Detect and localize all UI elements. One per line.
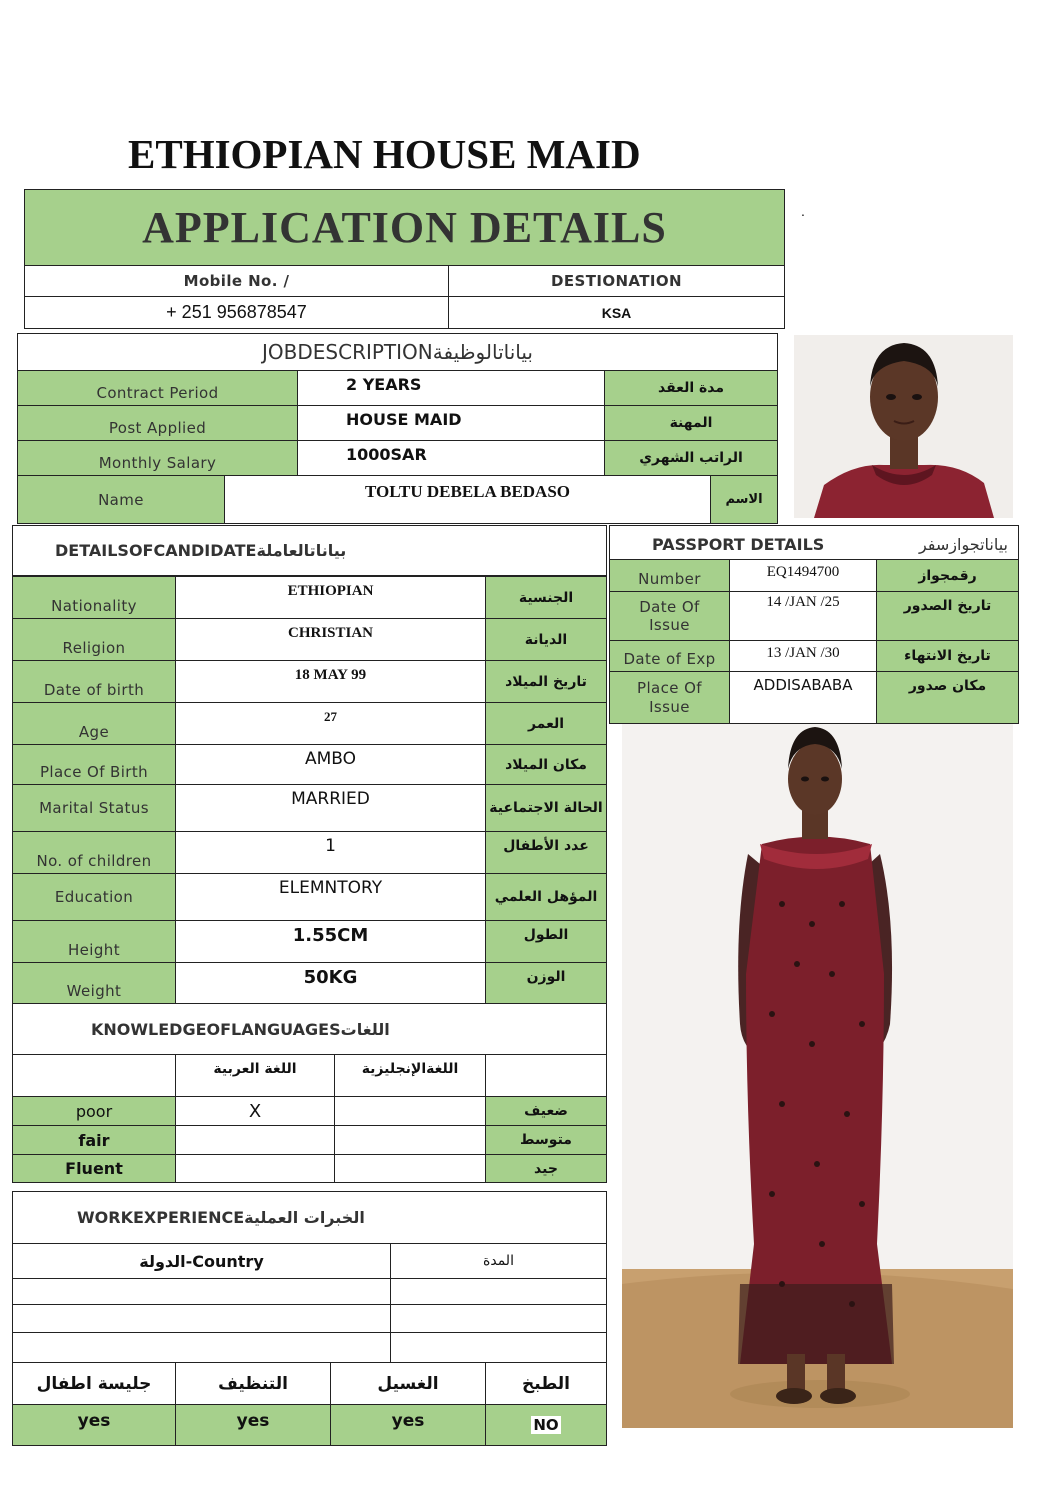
passport-value: 14 /JAN /25 bbox=[729, 591, 877, 641]
skill-value: yes bbox=[175, 1404, 331, 1446]
passport-header bbox=[609, 525, 1019, 560]
passport-label-arabic: تاريخ الانتهاء bbox=[876, 640, 1019, 672]
candidate-label: Age bbox=[12, 702, 176, 745]
candidate-label: Height bbox=[12, 920, 176, 963]
job-value: 1000SAR bbox=[297, 440, 605, 476]
job-label-arabic: المهنة bbox=[604, 405, 778, 441]
language-arabic-mark bbox=[175, 1154, 335, 1183]
candidate-label: Date of birth bbox=[12, 660, 176, 703]
passport-header-arabic: بياناتجوازسفر bbox=[918, 535, 1008, 554]
language-arabic-col: اللغة العربية bbox=[175, 1054, 335, 1097]
name-label-arabic: الاسم bbox=[710, 475, 778, 524]
candidate-label-arabic: عدد الأطفال bbox=[485, 831, 607, 874]
skill-value: yes bbox=[12, 1404, 176, 1446]
candidate-label: Place Of Birth bbox=[12, 744, 176, 785]
job-value: 2 YEARS bbox=[297, 370, 605, 406]
candidate-label: No. of children bbox=[12, 831, 176, 874]
experience-country-cell bbox=[12, 1278, 391, 1305]
passport-label-arabic: رقمجواز bbox=[876, 559, 1019, 592]
candidate-label-arabic: تاريخ الميلاد bbox=[485, 660, 607, 703]
language-english-col: اللغةالإنجليزية bbox=[334, 1054, 486, 1097]
languages-header: KNOWLEDGEOFLANGUAGESاللغات bbox=[12, 1003, 607, 1055]
mobile-value: + 251 956878547 bbox=[24, 296, 449, 329]
skill-header: جليسة اطفال bbox=[12, 1362, 176, 1405]
destination-value: KSA bbox=[448, 296, 785, 329]
stray-dot: . bbox=[801, 203, 805, 219]
candidate-label-arabic: المؤهل العلمي bbox=[485, 873, 607, 921]
experience-period-cell bbox=[390, 1332, 607, 1363]
language-english-mark bbox=[334, 1125, 486, 1155]
passport-value: 13 /JAN /30 bbox=[729, 640, 877, 672]
candidate-value: CHRISTIAN bbox=[175, 618, 486, 661]
country-column-label: الدولة-Country bbox=[12, 1243, 391, 1279]
job-description-header: JOBDESCRIPTIONبياناتالوظيفة bbox=[17, 333, 778, 371]
candidate-label-arabic: الطول bbox=[485, 920, 607, 963]
job-label-arabic: الراتب الشهري bbox=[604, 440, 778, 476]
job-label: Monthly Salary bbox=[17, 440, 298, 476]
candidate-value: 18 MAY 99 bbox=[175, 660, 486, 703]
candidate-label-arabic: الحالة الاجتماعية bbox=[485, 784, 607, 832]
job-label-arabic: مدة العقد bbox=[604, 370, 778, 406]
name-value: TOLTU DEBELA BEDASO bbox=[224, 475, 711, 524]
language-arabic-mark: X bbox=[175, 1096, 335, 1126]
language-level-label: poor bbox=[12, 1096, 176, 1126]
language-level-arabic: جيد bbox=[485, 1154, 607, 1183]
passport-label: Place Of Issue bbox=[609, 671, 730, 724]
passport-label: Number bbox=[609, 559, 730, 592]
skill-header: الغسيل bbox=[330, 1362, 486, 1405]
language-english-mark bbox=[334, 1154, 486, 1183]
candidate-label: Nationality bbox=[12, 576, 176, 619]
candidate-details-header: DETAILSOFCANDIDATEبياناتالعاملة bbox=[12, 525, 607, 576]
candidate-value: 50KG bbox=[175, 962, 486, 1004]
candidate-value: 1.55CM bbox=[175, 920, 486, 963]
candidate-label-arabic: الوزن bbox=[485, 962, 607, 1004]
period-column-label: المدة bbox=[390, 1243, 607, 1279]
skill-header: التنظيف bbox=[175, 1362, 331, 1405]
candidate-value: 1 bbox=[175, 831, 486, 874]
destination-label: DESTIONATION bbox=[448, 265, 785, 297]
candidate-label-arabic: العمر bbox=[485, 702, 607, 745]
candidate-label-arabic: الديانة bbox=[485, 618, 607, 661]
application-details-header: APPLICATION DETAILS bbox=[24, 189, 785, 266]
language-arabic-mark bbox=[175, 1125, 335, 1155]
skill-value: yes bbox=[330, 1404, 486, 1446]
job-label: Contract Period bbox=[17, 370, 298, 406]
job-value: HOUSE MAID bbox=[297, 405, 605, 441]
language-level-label: Fluent bbox=[12, 1154, 176, 1183]
candidate-value: 27 bbox=[175, 702, 486, 745]
passport-value: EQ1494700 bbox=[729, 559, 877, 592]
skill-value-cell bbox=[485, 1404, 607, 1446]
language-level-arabic: ضعيف bbox=[485, 1096, 607, 1126]
language-english-mark bbox=[334, 1096, 486, 1126]
skill-value: NO bbox=[533, 1416, 559, 1434]
passport-value: ADDISABABA bbox=[729, 671, 877, 724]
passport-label-arabic: مكان صدور bbox=[876, 671, 1019, 724]
experience-country-cell bbox=[12, 1332, 391, 1363]
candidate-value: ETHIOPIAN bbox=[175, 576, 486, 619]
passport-label-arabic: تاريخ الصدور bbox=[876, 591, 1019, 641]
passport-label: Date of Exp bbox=[609, 640, 730, 672]
languages-blank-cell bbox=[485, 1054, 607, 1097]
candidate-label: Religion bbox=[12, 618, 176, 661]
candidate-label-arabic: مكان الميلاد bbox=[485, 744, 607, 785]
skill-header: الطبخ bbox=[485, 1362, 607, 1405]
candidate-value: AMBO bbox=[175, 744, 486, 785]
experience-period-cell bbox=[390, 1278, 607, 1305]
language-level-label: fair bbox=[12, 1125, 176, 1155]
candidate-label: Education bbox=[12, 873, 176, 921]
candidate-label: Weight bbox=[12, 962, 176, 1004]
experience-period-cell bbox=[390, 1304, 607, 1333]
languages-blank-cell bbox=[12, 1054, 176, 1097]
full-body-photo bbox=[622, 724, 1013, 1428]
candidate-value: ELEMNTORY bbox=[175, 873, 486, 921]
candidate-label-arabic: الجنسية bbox=[485, 576, 607, 619]
passport-label: Date Of Issue bbox=[609, 591, 730, 641]
portrait-photo bbox=[794, 335, 1013, 518]
candidate-label: Marital Status bbox=[12, 784, 176, 832]
experience-country-cell bbox=[12, 1304, 391, 1333]
work-experience-header: WORKEXPERIENCEالخبرات العملية bbox=[12, 1191, 607, 1244]
candidate-value: MARRIED bbox=[175, 784, 486, 832]
language-level-arabic: متوسط bbox=[485, 1125, 607, 1155]
page-title: ETHIOPIAN HOUSE MAID bbox=[128, 131, 641, 177]
job-label: Post Applied bbox=[17, 405, 298, 441]
name-label: Name bbox=[17, 475, 225, 524]
passport-header-label: PASSPORT DETAILS bbox=[652, 535, 825, 554]
mobile-label: Mobile No. / bbox=[24, 265, 449, 297]
